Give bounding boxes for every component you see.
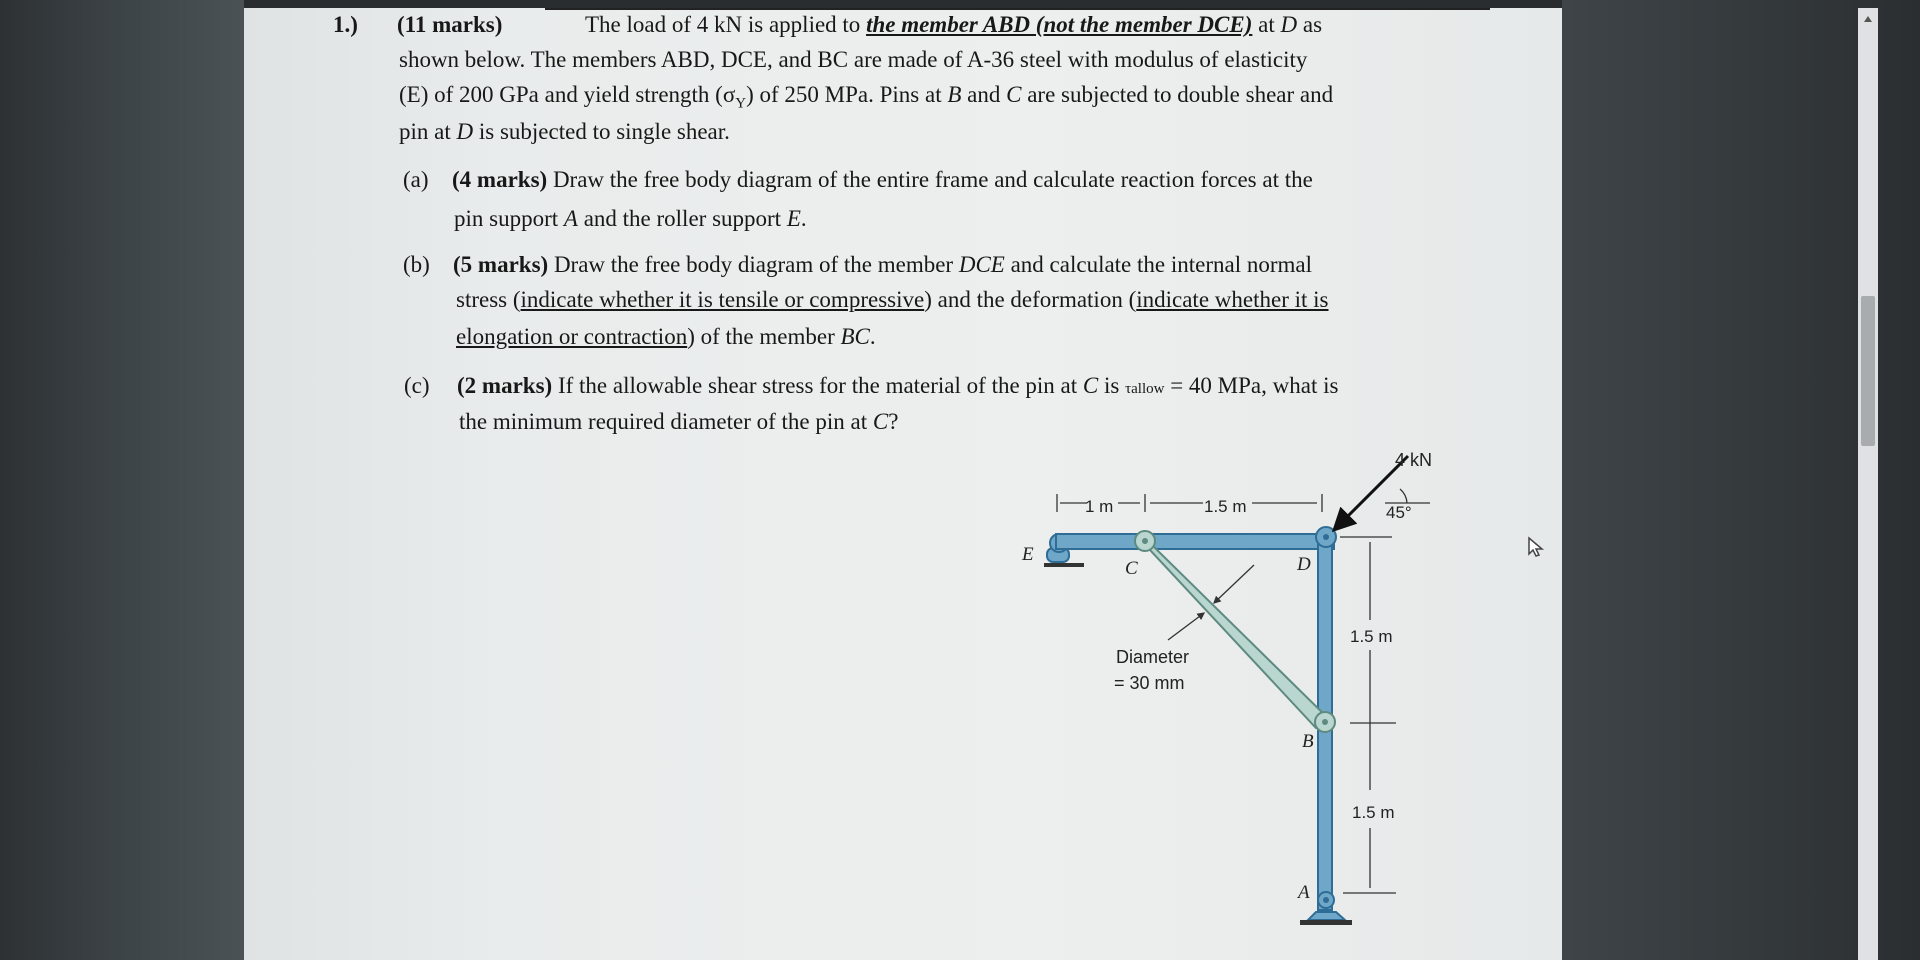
- label-b: B: [1302, 731, 1314, 752]
- dim-15m-upper-label: 1.5 m: [1350, 627, 1393, 646]
- scrollbar-thumb[interactable]: [1861, 296, 1875, 446]
- question-number: 1.): [333, 12, 358, 37]
- label-c: C: [1125, 558, 1138, 579]
- question-marks: (11 marks): [397, 12, 503, 37]
- pin-c: [1135, 531, 1155, 551]
- part-a-line-2: pin support A and the roller support E.: [454, 206, 807, 231]
- part-b-line-2: stress (indicate whether it is tensile or compressive) and the deformation (indicate whether it is: [456, 287, 1329, 312]
- part-a-label: (a): [403, 167, 429, 192]
- right-dimension: [1340, 537, 1396, 893]
- label-e: E: [1022, 544, 1034, 565]
- label-a: A: [1298, 882, 1310, 903]
- diameter-label: Diameter: [1116, 647, 1190, 667]
- intro-line-3: (E) of 200 GPa and yield strength $(\sigma_Y)$ of 250 MPa. Pins at B and C are subjected to double shear and: [399, 82, 1334, 112]
- part-c-label: (c): [404, 373, 430, 398]
- part-b-line-1: (5 marks) Draw the free body diagram of the member DCE and calculate the internal normal: [453, 252, 1313, 277]
- scroll-up-arrow-icon[interactable]: [1864, 16, 1872, 22]
- intro-line-1: The load of 4 kN is applied to the member ABD (not the member DCE) at D as: [585, 12, 1323, 37]
- part-c-line-1: (2 marks) If the allowable shear stress for the material of the pin at C is τallow = 40 MPa, what is: [457, 373, 1339, 398]
- pin-b: [1315, 712, 1335, 732]
- angle-label: 45°: [1386, 503, 1412, 522]
- member-dce: [1056, 534, 1334, 549]
- dim-15m-lower-label: 1.5 m: [1352, 803, 1395, 822]
- diameter-value: = 30 mm: [1114, 673, 1185, 693]
- part-b-label: (b): [403, 252, 430, 277]
- pin-d: [1316, 527, 1336, 547]
- part-c-line-2: the minimum required diameter of the pin at C?: [459, 409, 899, 434]
- dim-15m-top-label: 1.5 m: [1204, 497, 1247, 516]
- vertical-scrollbar[interactable]: [1858, 8, 1878, 960]
- label-d: D: [1297, 554, 1311, 575]
- intro-line-4: pin at D is subjected to single shear.: [399, 119, 730, 144]
- load-label: 4 kN: [1395, 450, 1433, 470]
- part-b-line-3: elongation or contraction) of the member BC.: [456, 324, 876, 349]
- intro-line-2: shown below. The members ABD, DCE, and BC are made of A-36 steel with modulus of elasticity: [399, 47, 1308, 72]
- dim-1m-label: 1 m: [1085, 497, 1114, 516]
- mouse-cursor-icon: [1527, 536, 1547, 558]
- part-a-line-1: (4 marks) Draw the free body diagram of the entire frame and calculate reaction forces at the: [452, 167, 1313, 192]
- angle-arc: [1400, 489, 1407, 503]
